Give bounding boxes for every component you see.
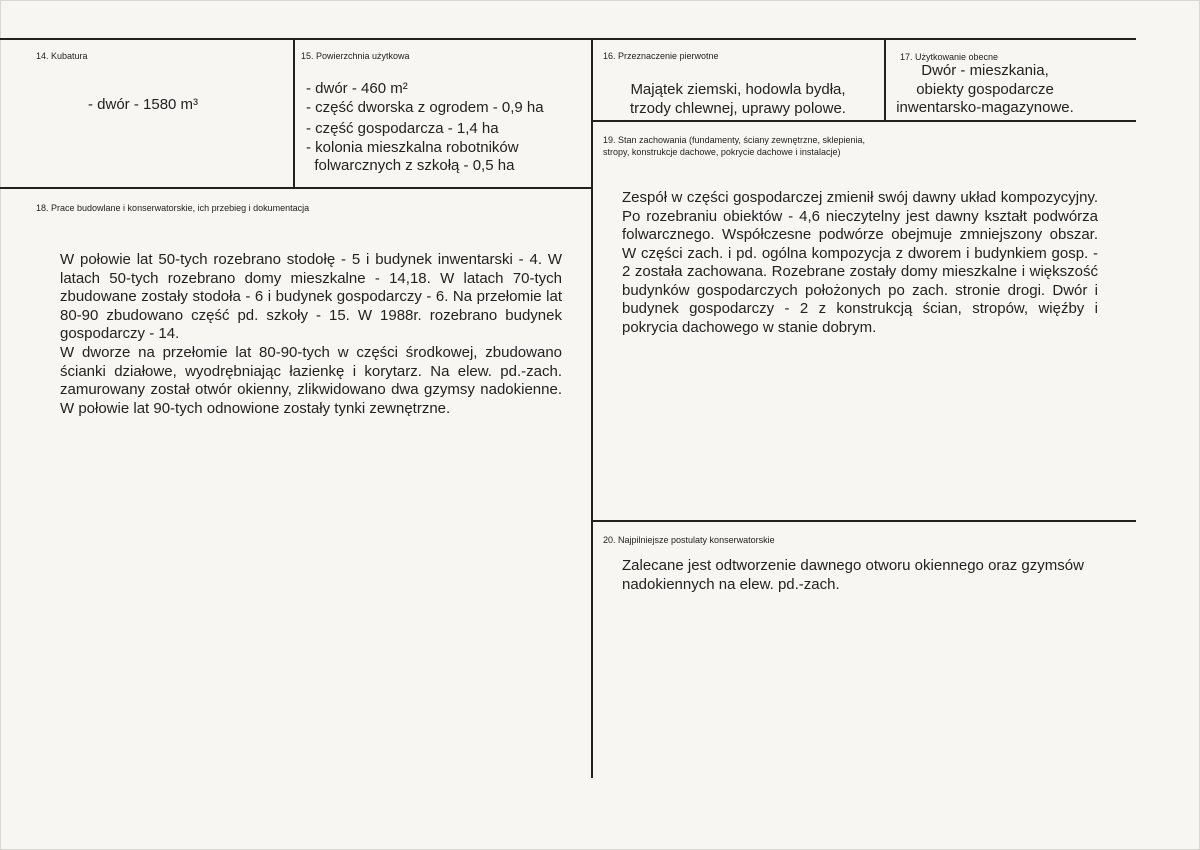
sec18-label: 18. Prace budowlane i konserwatorskie, ich przebieg i dokumentacja (36, 203, 310, 213)
top-rule (0, 38, 1136, 40)
sec15-item: - dwór - 460 m² (306, 80, 408, 97)
sec15-label: 15. Powierzchnia użytkowa (301, 51, 410, 61)
sec15-item: - kolonia mieszkalna robotników (306, 138, 519, 156)
sec16-label: 16. Przeznaczenie pierwotne (603, 51, 719, 61)
sec20-label: 20. Najpilniejsze postulaty konserwatorskie (603, 535, 775, 545)
rule-between-16-17 (884, 38, 886, 120)
sec14-label: 14. Kubatura (36, 51, 88, 61)
sec18-paragraph-2: W dworze na przełomie lat 80-90-tych w części środkowej, zbudowano ścianki działowe, wyodrębniając łazienkę i korytarz. Na elew. pd.-zach. zamurowany został otwór okienny, zlikwidowano dwa gzymsy nadokienne. W połowie lat 90-tych odnowione zostały tynki zewnętrzne. (60, 344, 562, 417)
sec19-label (603, 134, 865, 158)
sec16-text (596, 81, 880, 118)
sec19-label-line: stropy, konstrukcje dachowe, pokrycie dachowe i instalacje) (603, 147, 841, 157)
sec15-item: folwarcznych z szkołą - 0,5 ha (306, 157, 515, 174)
sec15-item: - część gospodarcza - 1,4 ha (306, 120, 499, 137)
sec17-line: inwentarsko-magazynowe. (896, 99, 1074, 116)
sec16-line: trzody chlewnej, uprawy polowe. (630, 99, 846, 117)
sec15-item: - część dworska z ogrodem - 0,9 ha (306, 98, 544, 116)
rule-below-14-15 (0, 187, 592, 189)
sec17-label: 17. Użytkowanie obecne (900, 52, 999, 62)
sec17-text (888, 62, 1082, 118)
sec19-text: Zespół w części gospodarczej zmienił swój dawny układ kompozycyjny. Po rozebraniu obiektów - 4,6 nieczytelny jest dawny kształt podwórza folwarcznego. Współczesne podwórze obejmuje zmniejszony obszar. W części zach. i pd. ogólna kompozycja z dworem i budynkiem gosp. - 2 została zachowana. Rozebrane zostały domy mieszkalne i większość budynków gospodarczych położonych po zach. stronie drogi. Dwór i budynek gospodarczy - 2 z konstrukcją ścian, stropów, więźby i pokrycia dachowego w stanie dobrym. (622, 189, 1098, 336)
sec18-paragraph-1: W połowie lat 50-tych rozebrano stodołę - 5 i budynek inwentarski - 4. W latach 50-tych rozebrano domy mieszkalne - 14,18. W latach 70-tych zbudowane zostały stodoła - 6 i budynek gospodarczy - 6. Na przełomie lat 80-90 zbudowano część pd. szkoły - 15. W 1988r. rozebrano budynek gospodarczy - 14. (60, 251, 562, 342)
sec20-text: Zalecane jest odtworzenie dawnego otworu okiennego oraz gzymsów nadokiennych na elew. pd.-zach. (622, 557, 1084, 593)
sec17-line: obiekty gospodarcze (916, 80, 1054, 98)
center-divider (591, 38, 593, 778)
sec14-value: - dwór - 1580 m³ (88, 96, 199, 113)
rule-below-16-17 (592, 120, 1136, 122)
sec17-line: Dwór - mieszkania, (921, 62, 1049, 79)
sec19-label-line: 19. Stan zachowania (fundamenty, ściany zewnętrzne, sklepienia, (603, 135, 865, 145)
sec16-line: Majątek ziemski, hodowla bydła, (630, 81, 846, 98)
rule-below-19 (592, 520, 1136, 522)
rule-between-14-15 (293, 38, 295, 187)
sec15-list (306, 80, 586, 176)
